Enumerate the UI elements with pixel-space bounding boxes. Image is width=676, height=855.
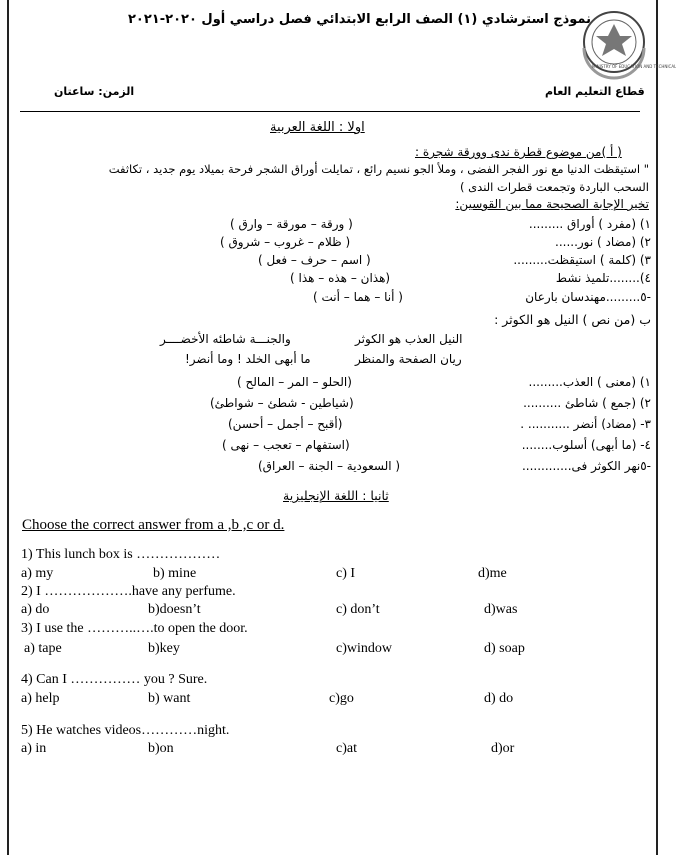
exam-title: نموذج استرشادي (١) الصف الرابع الابتدائي فصل دراسي أول ٢٠٢٠-٢٠٢١ <box>128 12 592 27</box>
poem-line1-right: النيل العذب هو الكوثر <box>355 332 463 346</box>
b-q3-options: (أقبح – أجمل – أحسن) <box>228 417 343 431</box>
passage-line-2: السحب الباردة وتجمعت قطرات الندى ) <box>460 180 649 194</box>
poem-line1-left: والجنـــة شاطئه الأخضــــر <box>160 332 291 346</box>
en-q4-option-a: a) help <box>21 691 60 706</box>
en-q2-option-a: a) do <box>21 602 50 617</box>
en-q5-option-a: a) in <box>21 741 47 756</box>
a-q1-options: ( ورقة – مورقة – وارق ) <box>230 217 353 231</box>
b-q5-options: ( السعودية – الجنة – العراق) <box>258 459 401 473</box>
a-q1-prompt: ١) (مفرد ) أوراق ......... <box>528 217 651 231</box>
en-q4-stem: 4) Can I …………… you ? Sure. <box>21 672 208 687</box>
poem-line2-right: ريان الصفحة والمنظر <box>355 352 462 366</box>
en-q1-option-c: c) I <box>336 566 356 581</box>
b-q4-prompt: ٤- (ما أبهى) أسلوب........ <box>521 438 651 452</box>
a-q2-prompt: ٢) (مضاد ) نور...... <box>555 235 651 249</box>
b-q2-options: (شياطين - شطئ – شواطئ) <box>210 396 354 410</box>
a-q2-options: ( ظلام – غروب – شروق ) <box>220 235 351 249</box>
b-q1-prompt: ١) (معنى ) العذب......... <box>528 375 651 389</box>
choose-title: تخير الإجابة الصحيحة مما بين القوسين: <box>455 197 649 211</box>
header-divider <box>20 111 640 112</box>
en-q2-stem: 2) I ……………….have any perfume. <box>21 584 236 599</box>
en-q4-option-c: c)go <box>329 691 354 706</box>
page-border-left <box>7 0 9 855</box>
en-q3-option-b: b)key <box>148 641 180 656</box>
passage-line-1: " استيقظت الدنيا مع نور الفجر الفضى ، وملأ الجو نسيم رائع ، تمايلت أوراق الشجر فرحة بميلاد يوم جديد ، تكاثفت <box>108 162 649 176</box>
b-q1-options: (الحلو – المر – المالح ) <box>237 375 352 389</box>
logo-caption: MINISTRY OF EDUCATION AND TECHNICAL <box>592 64 676 69</box>
en-q3-stem: 3) I use the ………..….to open the door. <box>21 621 248 636</box>
english-heading: ثانيا : اللغة الإنجليزية <box>283 488 389 503</box>
time-label: الزمن: ساعتان <box>54 85 135 98</box>
en-q4-option-b: b) want <box>148 691 191 706</box>
sector-label: قطاع التعليم العام <box>545 85 645 98</box>
a-q4-prompt: ٤)........تلميذ نشط <box>555 271 651 285</box>
b-q5-prompt: -٥نهر الكوثر فى............. <box>521 459 651 473</box>
part-a-title: ( أ )من موضوع قطرة ندى وورقة شجرة : <box>415 145 622 159</box>
part-b-title: ب (من نص ) النيل هو الكوثر : <box>494 312 651 327</box>
a-q4-options: (هذان – هذه – هذا ) <box>290 271 391 285</box>
poem-line2-left: ما أبهى الخلد ! وما أنضر! <box>185 352 311 366</box>
en-q4-option-d: d) do <box>484 691 514 706</box>
en-q1-option-a: a) my <box>21 566 54 581</box>
en-q5-option-d: d)or <box>491 741 515 756</box>
b-q3-prompt: ٣- (مضاد) أنضر ........... . <box>520 417 651 431</box>
en-q3-option-d: d) soap <box>484 641 525 656</box>
en-q3-option-a: a) tape <box>24 641 62 656</box>
a-q5-prompt: -٥.........مهندسان بارعان <box>525 290 651 304</box>
page-border-right <box>656 0 658 855</box>
en-q1-option-d: d)me <box>478 566 507 581</box>
a-q3-options: ( اسم – حرف – فعل ) <box>258 253 371 267</box>
b-q2-prompt: ٢) (جمع ) شاطئ .......... <box>523 396 651 410</box>
a-q5-options: ( أنا – هما – أنت ) <box>313 290 403 304</box>
en-q5-option-c: c)at <box>336 741 357 756</box>
en-q2-option-d: d)was <box>484 602 518 617</box>
arabic-heading: اولا : اللغة العربية <box>270 120 365 135</box>
en-q1-option-b: b) mine <box>153 566 197 581</box>
en-q1-stem: 1) This lunch box is ……………… <box>21 547 221 562</box>
en-q5-option-b: b)on <box>148 741 174 756</box>
en-q2-option-c: c) don’t <box>336 602 380 617</box>
en-q3-option-c: c)window <box>336 641 392 656</box>
a-q3-prompt: ٣) (كلمة ) استيقظت......... <box>513 253 651 267</box>
b-q4-options: (استفهام – تعجب – نهى ) <box>222 438 350 452</box>
en-q2-option-b: b)doesn’t <box>148 602 201 617</box>
english-instruction: Choose the correct answer from a ,b ,c or d. <box>22 517 285 533</box>
en-q5-stem: 5) He watches videos…………night. <box>21 723 230 738</box>
